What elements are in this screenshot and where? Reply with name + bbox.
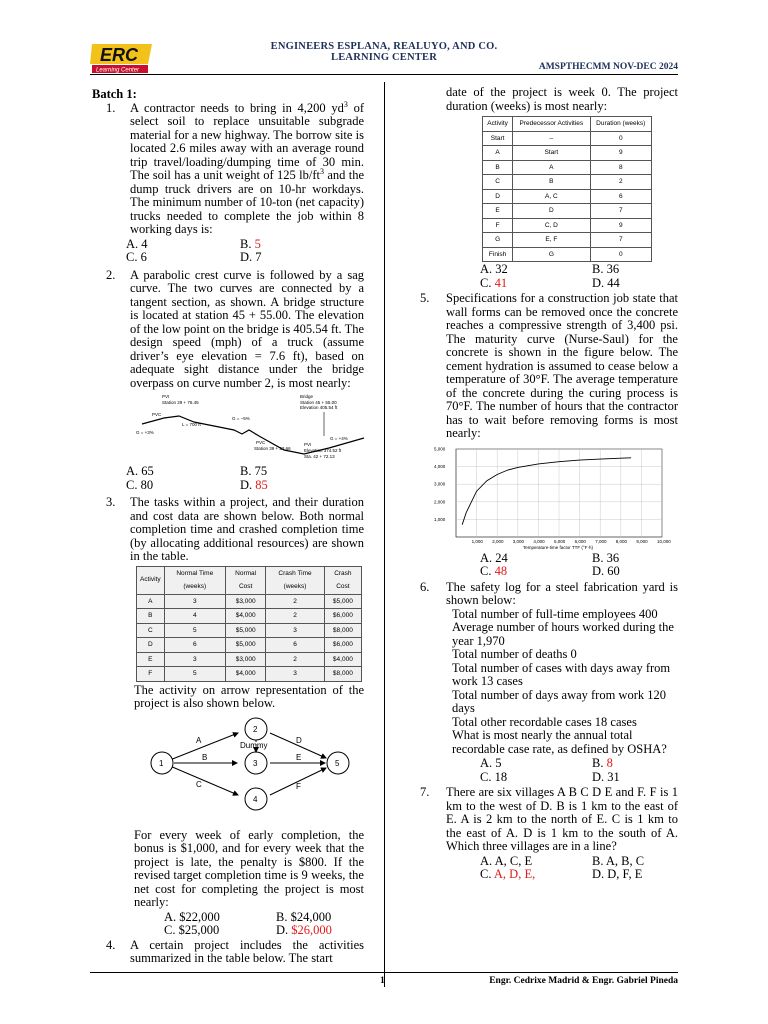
- svg-text:Station 29 + 76.45: Station 29 + 76.45: [162, 400, 199, 405]
- svg-text:C: C: [196, 779, 202, 789]
- table-cell: E: [483, 204, 513, 219]
- x-tick-label: 6,000: [574, 538, 586, 544]
- question-7-choices: A. A, C, E B. A, B, C C. A, D, E, D. D, F, E: [480, 853, 645, 881]
- vertical-curve-figure: [134, 392, 366, 464]
- table-row: [483, 233, 652, 248]
- table-cell: E, F: [513, 233, 590, 248]
- table-cell: $3,000: [225, 594, 265, 609]
- table-cell: 7: [590, 204, 652, 219]
- table-cell: Start: [513, 146, 590, 161]
- activity-on-arrow-diagram: [146, 713, 372, 825]
- table-cell: D: [513, 204, 590, 219]
- table-cell: 8: [590, 160, 652, 175]
- right-column: [420, 86, 678, 882]
- svg-text:3: 3: [253, 758, 258, 768]
- table-cell: 6: [590, 189, 652, 204]
- table-row: [483, 189, 652, 204]
- table-cell: 3: [164, 652, 225, 667]
- question-6: 6. The safety log for a steel fabrication yard is shown below:: [420, 579, 678, 607]
- table-cell: G: [513, 247, 590, 262]
- safety-log-lines: [420, 608, 678, 757]
- table-cell: 0: [590, 247, 652, 262]
- svg-text:PVC: PVC: [256, 440, 266, 445]
- question-3-choices: A. $22,000 B. $24,000 C. $25,000 D. $26,000: [164, 909, 332, 937]
- svg-text:Station 45 + 55.00: Station 45 + 55.00: [300, 400, 337, 405]
- safety-log-line: What is most nearly the annual total recordable case rate, as defined by OSHA?: [452, 728, 667, 756]
- answer-highlight: 41: [494, 275, 508, 290]
- svg-text:Bridge: Bridge: [300, 394, 314, 399]
- table-cell: C: [483, 175, 513, 190]
- table-cell: 3: [164, 594, 225, 609]
- table-cell: D: [483, 189, 513, 204]
- batch-title: Batch 1:: [92, 87, 137, 101]
- table-cell: 5: [164, 667, 225, 682]
- safety-log-line: Total number of deaths 0: [452, 647, 577, 661]
- exam-code: AMSPTHECMM NOV-DEC 2024: [538, 62, 678, 72]
- table-cell: 3: [266, 623, 324, 638]
- table-row: [137, 667, 362, 682]
- x-tick-label: 10,000: [657, 538, 671, 544]
- svg-text:1: 1: [159, 758, 164, 768]
- table-cell: $8,000: [324, 667, 361, 682]
- svg-text:F: F: [296, 781, 301, 791]
- pvi1-label: PVI: [162, 394, 170, 399]
- question-2-choices: A. 65 B. 75 C. 80 D. 85: [126, 464, 268, 492]
- table-cell: G: [483, 233, 513, 248]
- table-cell: $8,000: [324, 623, 361, 638]
- table-cell: 6: [266, 638, 324, 653]
- table-row: [483, 218, 652, 233]
- question-2: 2. A parabolic crest curve is followed by a sag curve. The two curves are connected by a tangent section, as shown. A bridge structure is located at station 45 + 55.00. The elevation of the low point on the bridge is 405.54 ft. The design speed (mph) of a truck (assume driver’s eye elevation = 7.6 ft), based on adequate sight distance under the bridge overpass on curve number 2, is most nearly:: [106, 267, 364, 390]
- svg-text:B: B: [202, 752, 208, 762]
- crash-table-header: Crash Cost: [324, 566, 361, 594]
- y-tick-label: 5,000: [434, 446, 446, 451]
- question-5-choices: A. 24 B. 36 C. 48 D. 60: [480, 550, 620, 578]
- table-cell: 7: [590, 233, 652, 248]
- question-7: 7. There are six villages A B C D E and F. F is 1 km to the west of D. B is 1 km to the east of E. A is 2 km to the north of E. C is 1 km to the east of A. D is 1 km to the south of A. Which three villages are in a line?: [420, 785, 678, 853]
- answer-highlight: 48: [494, 564, 508, 578]
- footer-divider: [90, 972, 678, 973]
- crash-cost-table: [136, 566, 362, 682]
- crash-table-header: Normal Cost: [225, 566, 265, 594]
- table-cell: B: [483, 160, 513, 175]
- safety-log-line: Average number of hours worked during the year 1,970: [452, 620, 674, 648]
- table-row: [137, 623, 362, 638]
- svg-text:PVI: PVI: [304, 442, 312, 447]
- crash-table-header: Activity: [137, 566, 165, 594]
- footer-authors: Engr. Cedrixe Madrid & Engr. Gabriel Pineda: [489, 976, 678, 986]
- svg-text:A: A: [196, 735, 202, 745]
- table-cell: D: [137, 638, 165, 653]
- table-cell: F: [483, 218, 513, 233]
- table-cell: C, D: [513, 218, 590, 233]
- table-cell: A: [513, 160, 590, 175]
- table-row: [137, 638, 362, 653]
- column-divider: [384, 82, 385, 987]
- svg-text:5: 5: [335, 758, 340, 768]
- safety-log-line: Total other recordable cases 18 cases: [452, 714, 637, 729]
- crash-table-header: Crash Time (weeks): [266, 566, 324, 594]
- table-row: [483, 247, 652, 262]
- answer-highlight: $26,000: [291, 923, 332, 937]
- table-row: [483, 146, 652, 161]
- svg-text:Dummy: Dummy: [240, 740, 268, 750]
- table-cell: A: [483, 146, 513, 161]
- question-4-continued: date of the project is week 0. The project duration (weeks) is most nearly:: [446, 85, 678, 113]
- table-cell: $4,000: [225, 667, 265, 682]
- table-cell: F: [137, 667, 165, 682]
- answer-highlight: A, D, E,: [493, 867, 536, 881]
- table-row: [483, 175, 652, 190]
- table-cell: C: [137, 623, 165, 638]
- svg-text:G = −5%: G = −5%: [232, 416, 250, 421]
- x-tick-label: 9,000: [636, 538, 648, 544]
- firm-subtitle: LEARNING CENTER: [331, 52, 437, 63]
- table-cell: 3: [266, 667, 324, 682]
- safety-log-line: Total number of days away from work 120 days: [452, 687, 667, 715]
- svg-text:ERC: ERC: [100, 45, 139, 65]
- question-1: 1. A contractor needs to bring in 4,200 $yd^3$ of select soil to replace unsuitable subgrade material for a new highway. The borrow site is located 2.6 miles away with an average round trip travel/loading/dumping time of 30 min. The soil has a unit weight of 125 $lb/ft^3$ and the dump truck drivers are on 10-hr workdays. The minimum number of 10-ton (net capacity) trucks needed to complete the job within 8 working days is:: [106, 99, 364, 236]
- table-cell: 2: [266, 594, 324, 609]
- answer-highlight: 5: [254, 236, 261, 251]
- table-cell: 0: [590, 131, 652, 146]
- page-header: [0, 0, 768, 80]
- svg-text:2: 2: [253, 724, 258, 734]
- table-cell: 9: [590, 146, 652, 161]
- safety-log-line: Total number of full-time employees 400: [452, 606, 658, 621]
- question-6-choices: A. 5 B. 8 C. 18 D. 31: [480, 756, 620, 784]
- question-4: 4. A certain project includes the activities summarized in the table below. The start: [106, 937, 364, 965]
- y-tick-label: 2,000: [434, 498, 446, 504]
- svg-text:Learning Center: Learning Center: [96, 67, 140, 74]
- table-cell: A, C: [513, 189, 590, 204]
- svg-text:Sta. 42 + 72.13: Sta. 42 + 72.13: [304, 454, 335, 459]
- table-cell: 9: [590, 218, 652, 233]
- x-tick-label: 7,000: [595, 538, 607, 544]
- safety-log-line: Total number of cases with days away from work 13 cases: [452, 660, 671, 688]
- table-cell: E: [137, 652, 165, 667]
- question-4-choices: A. 32 B. 36 C. 41 D. 44: [480, 262, 620, 290]
- y-tick-label: 3,000: [434, 481, 446, 487]
- y-tick-label: 4,000: [434, 463, 446, 469]
- table-row: [137, 609, 362, 624]
- question-5: 5. Specifications for a construction job state that wall forms can be removed once the concrete reaches a compressive strength of 3,400 psi. The maturity curve (Nurse-Saul) for the concrete is shown in the figure below. The cement hydration is assumed to cease below a temperature of 30°F. The average temperature of the concrete during the curing process is 70°F. The number of hours that the contractor has to wait before removing forms is most nearly:: [420, 291, 678, 440]
- table-cell: 5: [164, 623, 225, 638]
- svg-text:G = +3%: G = +3%: [136, 430, 154, 435]
- table-row: [137, 594, 362, 609]
- x-tick-label: 3,000: [512, 538, 525, 544]
- table-cell: 4: [164, 609, 225, 624]
- activity-predecessor-table: [482, 116, 652, 262]
- table-cell: $5,000: [225, 623, 265, 638]
- question-1-choices: A. 4 B. 5 C. 6 D. 7: [126, 236, 262, 264]
- question-3-continued: For every week of early completion, the bonus is $1,000, and for every week that the project is late, the penalty is $800. If the revised target completion time is 9 weeks, the net cost for completing the project is most nearly:: [134, 827, 364, 909]
- answer-highlight: 8: [606, 756, 613, 770]
- activity-table-header: Predecessor Activities: [513, 117, 590, 132]
- table-cell: Finish: [483, 247, 513, 262]
- y-tick-label: 1,000: [434, 516, 446, 522]
- x-tick-label: 1,000: [471, 538, 483, 544]
- x-tick-label: 4,000: [533, 538, 545, 544]
- svg-text:4: 4: [253, 794, 258, 804]
- x-tick-label: 5,000: [554, 538, 566, 544]
- question-3-aoa-text: The activity on arrow representation of the project is also shown below.: [134, 682, 364, 710]
- svg-text:E: E: [296, 752, 302, 762]
- table-cell: –: [513, 131, 590, 146]
- table-cell: $6,000: [324, 609, 361, 624]
- x-tick-label: 2,000: [492, 538, 504, 544]
- table-cell: B: [513, 175, 590, 190]
- table-row: [137, 652, 362, 667]
- table-row: [483, 131, 652, 146]
- svg-text:G = +4%: G = +4%: [330, 436, 348, 441]
- svg-text:Elevation 374.52 ft: Elevation 374.52 ft: [304, 448, 342, 453]
- table-cell: A: [137, 594, 165, 609]
- left-column: [92, 88, 364, 966]
- table-cell: $5,000: [225, 638, 265, 653]
- svg-text:Elevation 405.54 ft: Elevation 405.54 ft: [300, 405, 338, 410]
- x-tick-label: 8,000: [615, 538, 628, 544]
- svg-text:PVC: PVC: [152, 412, 162, 417]
- activity-table-header: Activity: [483, 117, 513, 132]
- page-number: 1: [380, 976, 385, 986]
- table-row: [483, 204, 652, 219]
- table-cell: $4,000: [225, 609, 265, 624]
- question-3: 3. The tasks within a project, and their duration and cost data are shown below. Both normal completion time and crashed completion time (by allocating additional resources) are shown in the table.: [106, 495, 364, 563]
- svg-text:D: D: [296, 735, 302, 745]
- svg-text:L = 700 ft: L = 700 ft: [182, 422, 201, 427]
- firm-name: ENGINEERS ESPLANA, REALUYO, AND CO.: [270, 41, 498, 52]
- table-row: [483, 160, 652, 175]
- table-cell: $6,000: [324, 638, 361, 653]
- header-divider: [90, 74, 678, 75]
- table-cell: B: [137, 609, 165, 624]
- table-cell: 2: [266, 652, 324, 667]
- table-cell: $3,000: [225, 652, 265, 667]
- table-cell: 6: [164, 638, 225, 653]
- crash-table-header: Normal Time (weeks): [164, 566, 225, 594]
- table-cell: 2: [266, 609, 324, 624]
- svg-text:Station 39 + 23.66: Station 39 + 23.66: [254, 446, 291, 451]
- table-cell: $4,000: [324, 652, 361, 667]
- table-cell: Start: [483, 131, 513, 146]
- table-cell: $5,000: [324, 594, 361, 609]
- answer-highlight: 85: [255, 477, 268, 492]
- maturity-curve-chart: [432, 443, 672, 551]
- table-cell: 2: [590, 175, 652, 190]
- x-axis-label: Temperature-time factor TTF (°F·h): [523, 544, 593, 550]
- activity-table-header: Duration (weeks): [590, 117, 652, 132]
